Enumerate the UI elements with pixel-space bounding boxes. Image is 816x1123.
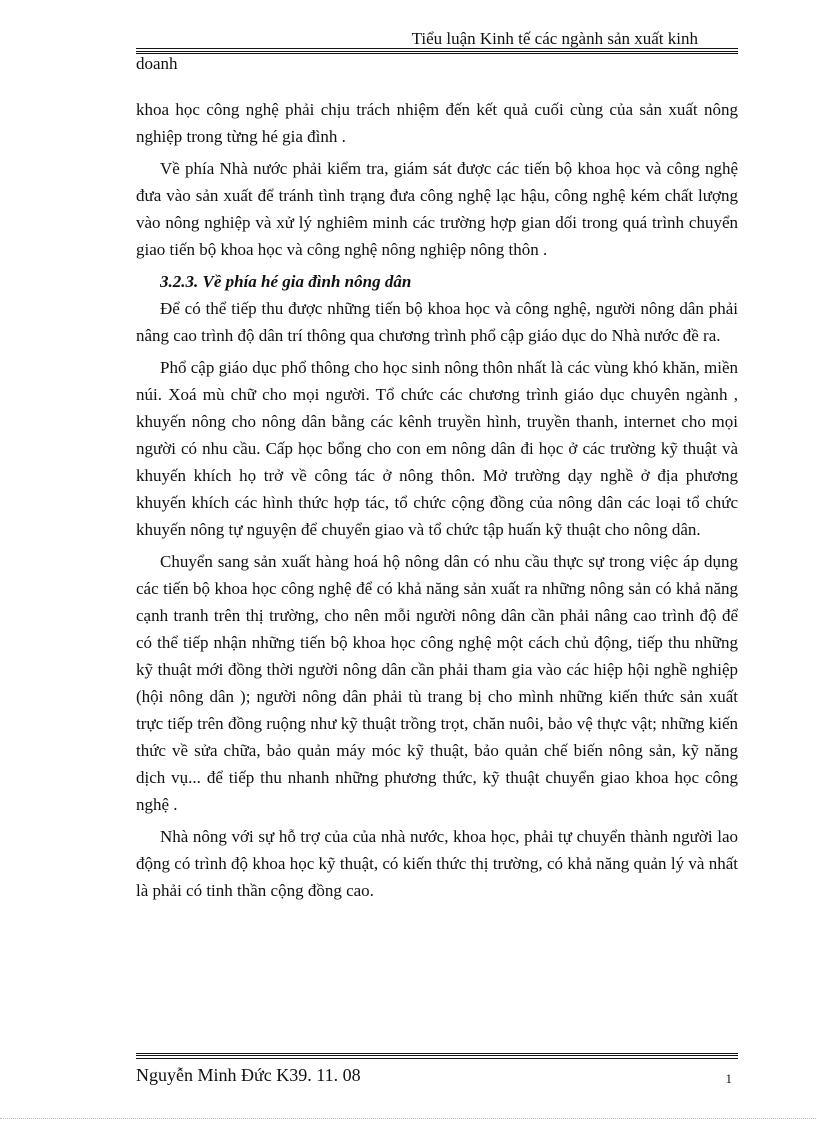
paragraph-1: khoa học công nghệ phải chịu trách nhiệm đến kết quả cuối cùng của sản xuất nông nghiệp trong từng hé gia đình . bbox=[136, 100, 738, 146]
header-rule bbox=[136, 48, 738, 54]
paragraph-4: Phổ cập giáo dục phổ thông cho học sinh nông thôn nhất là các vùng khó khăn, miền núi. Xoá mù chữ cho mọi người. Tổ chức các chương trình giáo dục chuyên ngành , khuyến nông cho nông dân bằng các kênh truyền hình, truyền thanh, internet cho mọi người có nhu cầu. Cấp học bổng cho con em nông dân đi học ở các trường kỹ thuật và khuyến khích họ trở về công tác ở nông thôn. Mở trường dạy nghề ở địa phương khuyến khích các hình thức hợp tác, tổ chức cộng đồng của nông dân các loại tổ chức khuyến nông tự nguyện để chuyển giao và tổ chức tập huấn kỹ thuật cho nông dân. bbox=[136, 358, 738, 539]
page-footer bbox=[136, 1053, 738, 1087]
paragraph-3: Để có thể tiếp thu được những tiến bộ khoa học và công nghệ, người nông dân phải nâng cao trình độ dân trí thông qua chương trình phổ cập giáo dục do Nhà nước đề ra. bbox=[136, 299, 738, 345]
header-title: Tiểu luận Kinh tế các ngành sản xuất kinh bbox=[411, 29, 698, 48]
paragraph-6: Nhà nông với sự hỗ trợ của của nhà nước, khoa học, phải tự chuyển thành người lao động có trình độ khoa học kỹ thuật, có kiến thức thị trường, có khả năng quản lý và nhất là phải có tinh thần cộng đồng cao. bbox=[136, 827, 738, 900]
document-body bbox=[136, 96, 738, 909]
paragraph-2: Về phía Nhà nước phải kiểm tra, giám sát được các tiến bộ khoa học và công nghệ đưa vào sản xuất để tránh tình trạng đưa công nghệ lạc hậu, công nghệ kém chất lượng vào nông nghiệp và xử lý nghiêm minh các trường hợp gian dối trong quá trình chuyển giao tiến bộ khoa học và công nghệ nông nghiệp nông thôn . bbox=[136, 159, 738, 259]
header-title-continuation: doanh bbox=[136, 54, 178, 73]
section-heading: 3.2.3. Về phía hé gia đình nông dân bbox=[160, 272, 412, 291]
footer-author: Nguyễn Minh Đức K39. 11. 08 bbox=[136, 1065, 361, 1085]
page-bottom-border bbox=[0, 1118, 816, 1119]
footer-rule bbox=[136, 1053, 738, 1059]
page-header bbox=[136, 30, 738, 54]
page-number: 1 bbox=[725, 1071, 732, 1086]
paragraph-5: Chuyển sang sản xuất hàng hoá hộ nông dân có nhu cầu thực sự trong việc áp dụng các tiến bộ khoa học công nghệ để có khả năng sản xuất ra những nông sản có khả năng cạnh tranh trên thị trường, cho nên mỗi người nông dân cần phải nâng cao trình độ để có thể tiếp nhận những tiến bộ khoa học công nghệ một cách chủ động, tiếp thu những kỹ thuật mới đồng thời người nông dân cần phải tham gia vào các hiệp hội nghề nghiệp (hội nông dân ); người nông dân phải tù trang bị cho mình những kiến thức sản xuất trực tiếp trên đồng ruộng như kỹ thuật trồng trọt, chăn nuôi, bảo vệ thực vật; những kiến thức về sửa chữa, bảo quản máy móc kỹ thuật, bảo quản chế biến nông sản, kỹ năng dịch vụ... để tiếp thu nhanh những phương thức, kỹ thuật chuyển giao khoa học công nghệ . bbox=[136, 552, 738, 814]
